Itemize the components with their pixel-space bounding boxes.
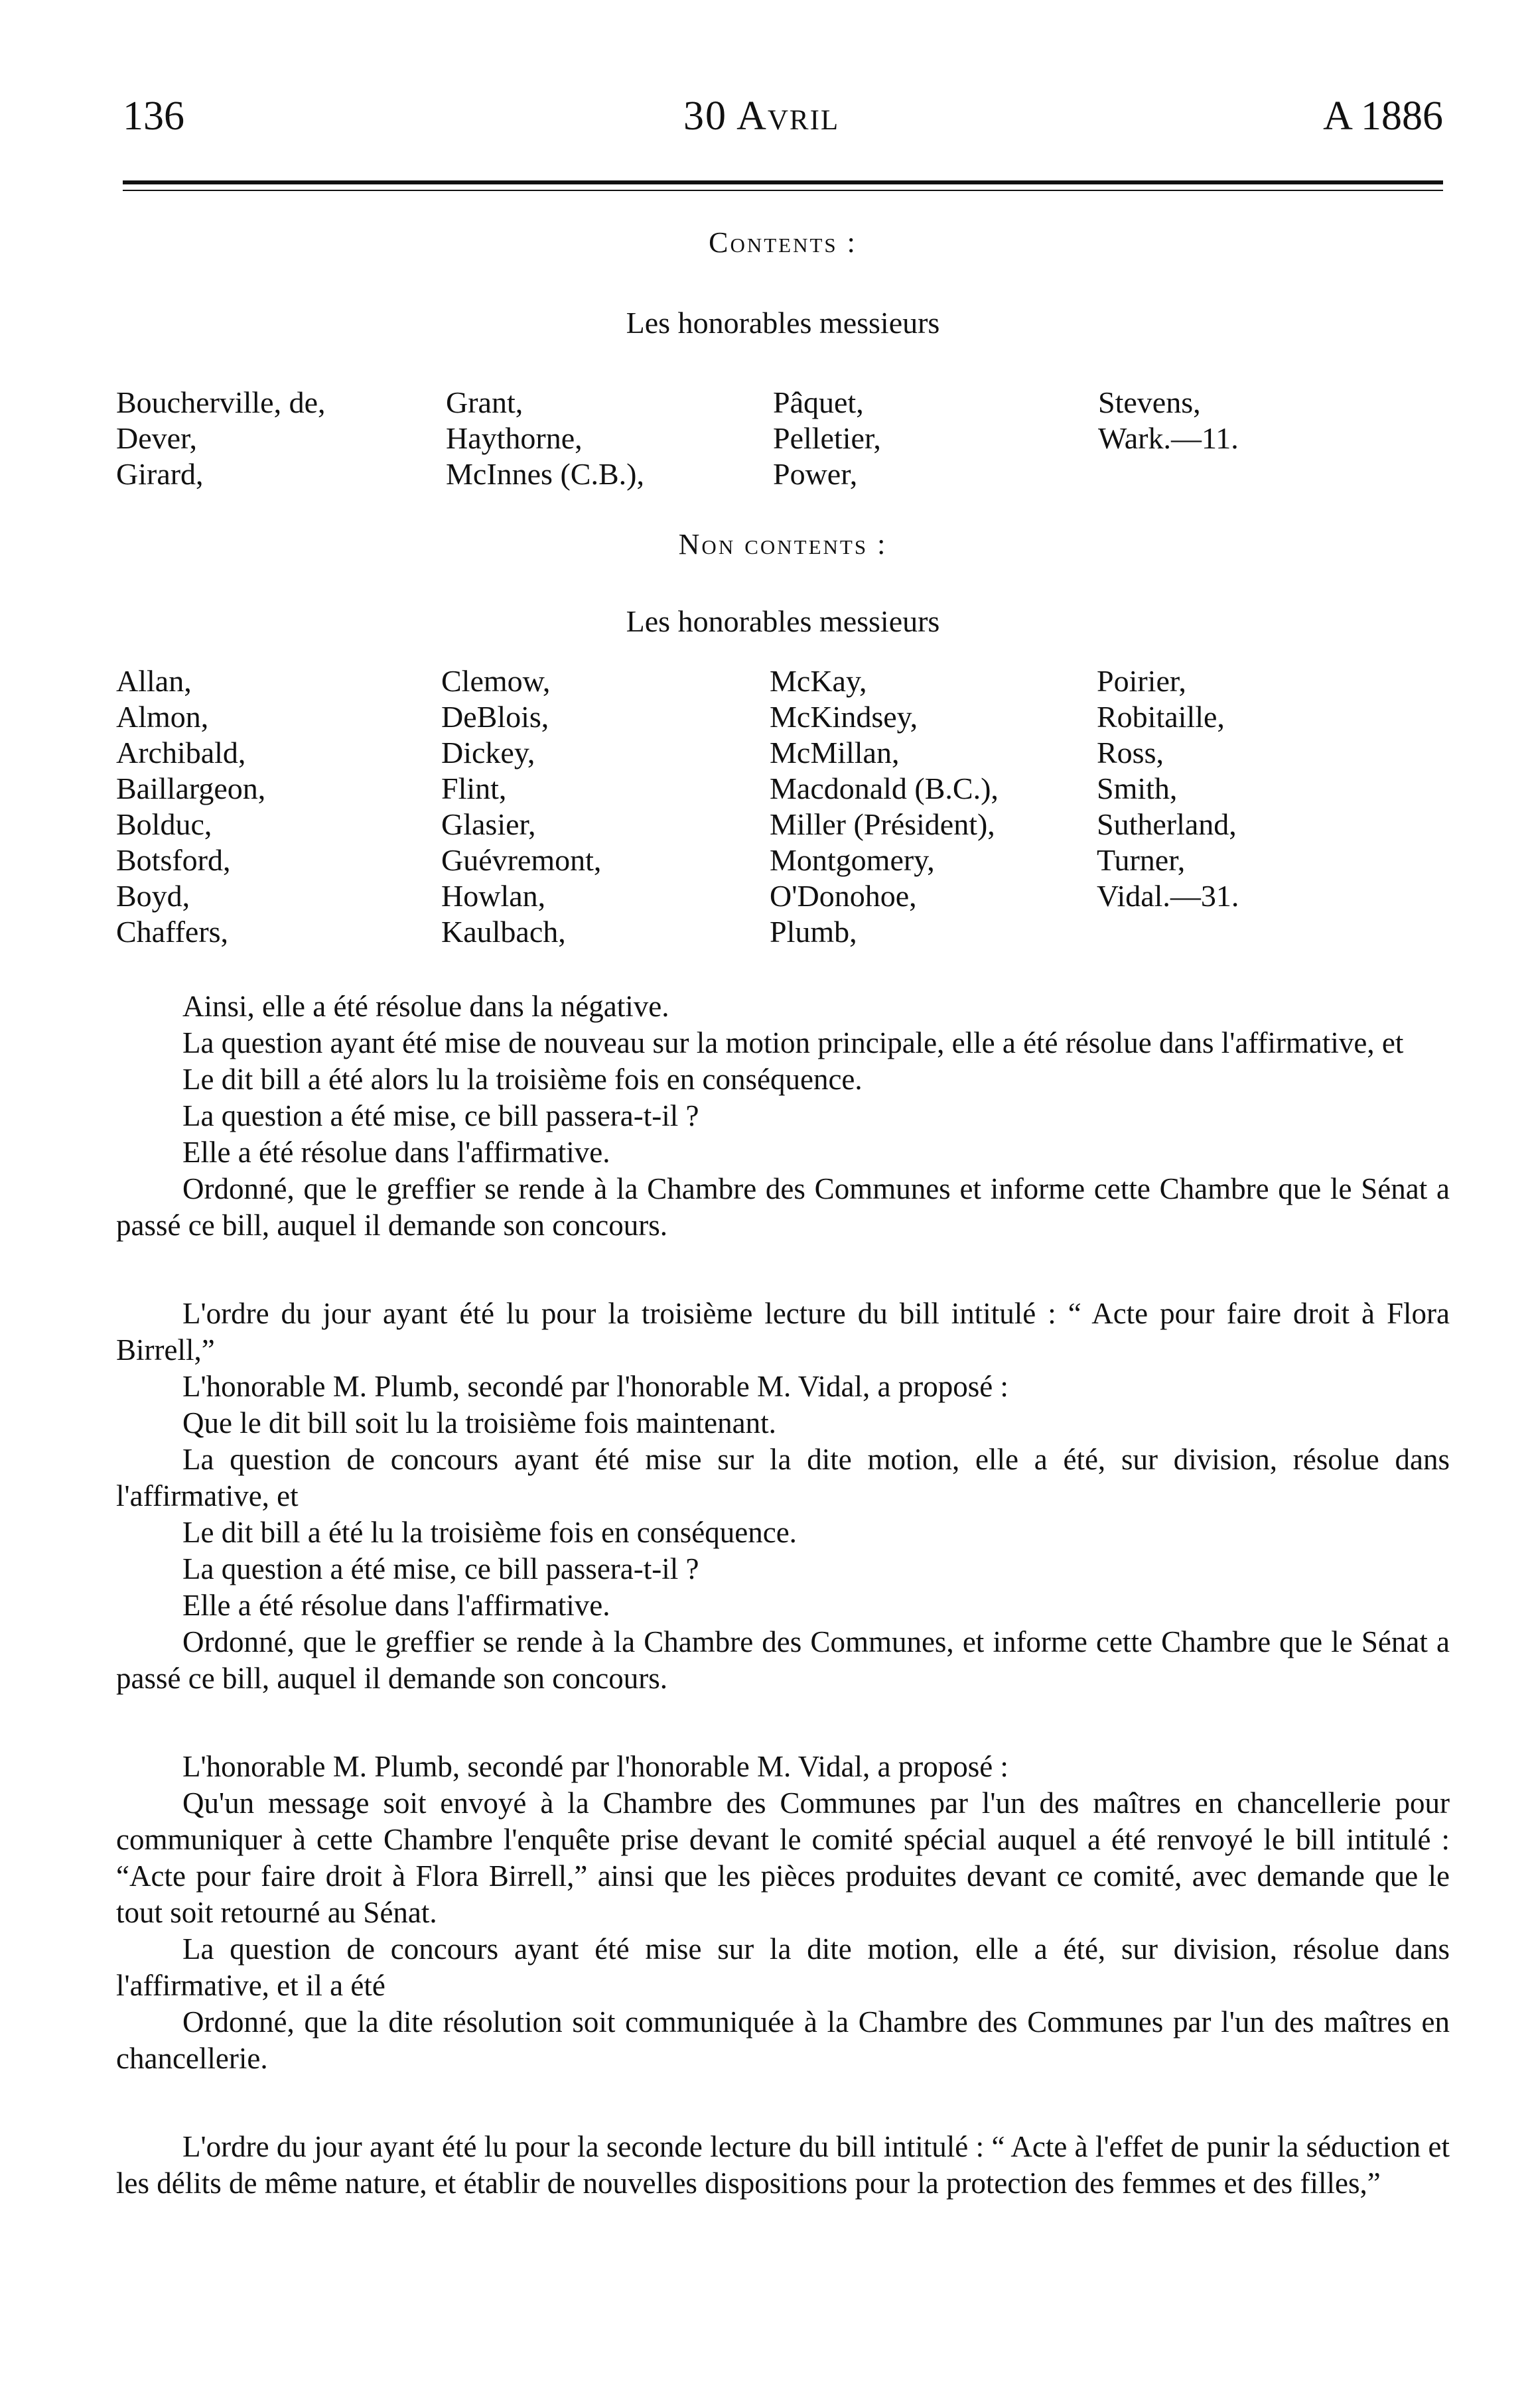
page-number: 136: [123, 94, 184, 139]
contents-column-3: [773, 385, 881, 492]
contents-name-list: [116, 385, 1450, 498]
member-name: Archibald,: [116, 736, 246, 769]
non-contents-subheading: Les honorables messieurs: [626, 604, 940, 638]
member-name: Clemow,: [441, 664, 551, 698]
member-name: McInnes (C.B.),: [446, 457, 644, 491]
header-date: 30 Avril: [683, 94, 840, 139]
contents-subheading: Les honorables messieurs: [626, 306, 940, 340]
member-name: Chaffers,: [116, 915, 229, 949]
member-name: Vidal.—31.: [1097, 879, 1239, 913]
header-rule-thick: [123, 180, 1443, 184]
running-header: [123, 93, 1443, 153]
non-contents-column-2: [441, 663, 601, 950]
contents-heading: Contents :: [709, 226, 857, 259]
paragraph: La question de concours ayant été mise sur la dite motion, elle a été, sur division, résolue dans l'affirmative, et: [116, 1443, 1450, 1512]
paragraph: La question a été mise, ce bill passera-t-il ?: [182, 1099, 699, 1132]
member-name: Power,: [773, 457, 858, 491]
member-name: Howlan,: [441, 879, 546, 913]
member-name: Flint,: [441, 771, 507, 805]
member-name: Grant,: [446, 385, 523, 419]
member-name: Kaulbach,: [441, 915, 566, 949]
proceedings-text: [116, 988, 1450, 2202]
paragraph: L'honorable M. Plumb, secondé par l'honorable M. Vidal, a proposé :: [182, 1750, 1008, 1783]
member-name: Girard,: [116, 457, 204, 491]
member-name: Boyd,: [116, 879, 190, 913]
member-name: Baillargeon,: [116, 771, 266, 805]
member-name: Miller (Président),: [770, 807, 995, 841]
paragraph: L'ordre du jour ayant été lu pour la troisième lecture du bill intitulé : “ Acte pour faire droit à Flora Birrell,”: [116, 1297, 1450, 1367]
paragraph: Le dit bill a été alors lu la troisième fois en conséquence.: [182, 1063, 863, 1096]
member-name: Pâquet,: [773, 385, 864, 419]
member-name: Wark.—11.: [1098, 421, 1239, 455]
non-contents-column-4: [1097, 663, 1239, 914]
section-gap: [116, 2077, 1450, 2129]
member-name: Turner,: [1097, 843, 1186, 877]
header-year: A 1886: [1323, 94, 1443, 139]
paragraph: Ordonné, que le greffier se rende à la Chambre des Communes et informe cette Chambre que le Sénat a passé ce bill, auquel il demande son concours.: [116, 1172, 1450, 1242]
member-name: Poirier,: [1097, 664, 1186, 698]
non-contents-heading: Non contents :: [678, 528, 888, 561]
member-name: McKay,: [770, 664, 867, 698]
contents-column-1: [116, 385, 326, 492]
non-contents-name-list: [116, 663, 1450, 955]
member-name: Botsford,: [116, 843, 231, 877]
member-name: Pelletier,: [773, 421, 881, 455]
paragraph: Qu'un message soit envoyé à la Chambre des Communes par l'un des maîtres en chancellerie pour communiquer à cette Chambre l'enquête prise devant le comité spécial auquel a été renvoyé le bill intitulé : “Acte pour faire droit à Flora Birrell,” ainsi que les pièces produites devant ce comité, avec demande que le tout soit retourné au Sénat.: [116, 1786, 1450, 1929]
member-name: Sutherland,: [1097, 807, 1237, 841]
member-name: Montgomery,: [770, 843, 935, 877]
paragraph: La question a été mise, ce bill passera-t-il ?: [182, 1552, 699, 1585]
non-contents-column-1: [116, 663, 265, 950]
member-name: Bolduc,: [116, 807, 212, 841]
member-name: Dever,: [116, 421, 198, 455]
member-name: McMillan,: [770, 736, 900, 769]
paragraph: Ordonné, que le greffier se rende à la Chambre des Communes, et informe cette Chambre que le Sénat a passé ce bill, auquel il demande son concours.: [116, 1625, 1450, 1695]
contents-column-4: [1098, 385, 1239, 456]
non-contents-column-3: [770, 663, 999, 950]
member-name: Smith,: [1097, 771, 1178, 805]
member-name: Guévremont,: [441, 843, 602, 877]
member-name: Plumb,: [770, 915, 857, 949]
member-name: Stevens,: [1098, 385, 1201, 419]
contents-column-2: [446, 385, 644, 492]
member-name: McKindsey,: [770, 700, 918, 734]
paragraph: L'ordre du jour ayant été lu pour la seconde lecture du bill intitulé : “ Acte à l'effet de punir la séduction et les délits de même nature, et établir de nouvelles dispositions pour la protection des femmes et des filles,”: [116, 2130, 1450, 2200]
member-name: O'Donohoe,: [770, 879, 917, 913]
paragraph: La question de concours ayant été mise sur la dite motion, elle a été, sur division, résolue dans l'affirmative, et il a été: [116, 1932, 1450, 2002]
member-name: Glasier,: [441, 807, 536, 841]
member-name: Dickey,: [441, 736, 535, 769]
paragraph: Que le dit bill soit lu la troisième fois maintenant.: [182, 1406, 776, 1439]
member-name: Macdonald (B.C.),: [770, 771, 999, 805]
member-name: Almon,: [116, 700, 209, 734]
paragraph: Le dit bill a été lu la troisième fois en conséquence.: [182, 1516, 797, 1549]
member-name: DeBlois,: [441, 700, 549, 734]
paragraph: Ordonné, que la dite résolution soit communiquée à la Chambre des Communes par l'un des maîtres en chancellerie.: [116, 2005, 1450, 2075]
paragraph: L'honorable M. Plumb, secondé par l'honorable M. Vidal, a proposé :: [182, 1370, 1008, 1403]
member-name: Ross,: [1097, 736, 1164, 769]
header-rule-thin: [123, 190, 1443, 191]
member-name: Haythorne,: [446, 421, 583, 455]
paragraph: La question ayant été mise de nouveau sur la motion principale, elle a été résolue dans l'affirmative, et: [182, 1026, 1404, 1059]
paragraph: Elle a été résolue dans l'affirmative.: [182, 1136, 610, 1169]
section-gap: [116, 1244, 1450, 1296]
paragraph: Elle a été résolue dans l'affirmative.: [182, 1589, 610, 1622]
member-name: Robitaille,: [1097, 700, 1225, 734]
member-name: Boucherville, de,: [116, 385, 326, 419]
section-gap: [116, 1697, 1450, 1749]
member-name: Allan,: [116, 664, 192, 698]
paragraph: Ainsi, elle a été résolue dans la négative.: [182, 990, 669, 1023]
